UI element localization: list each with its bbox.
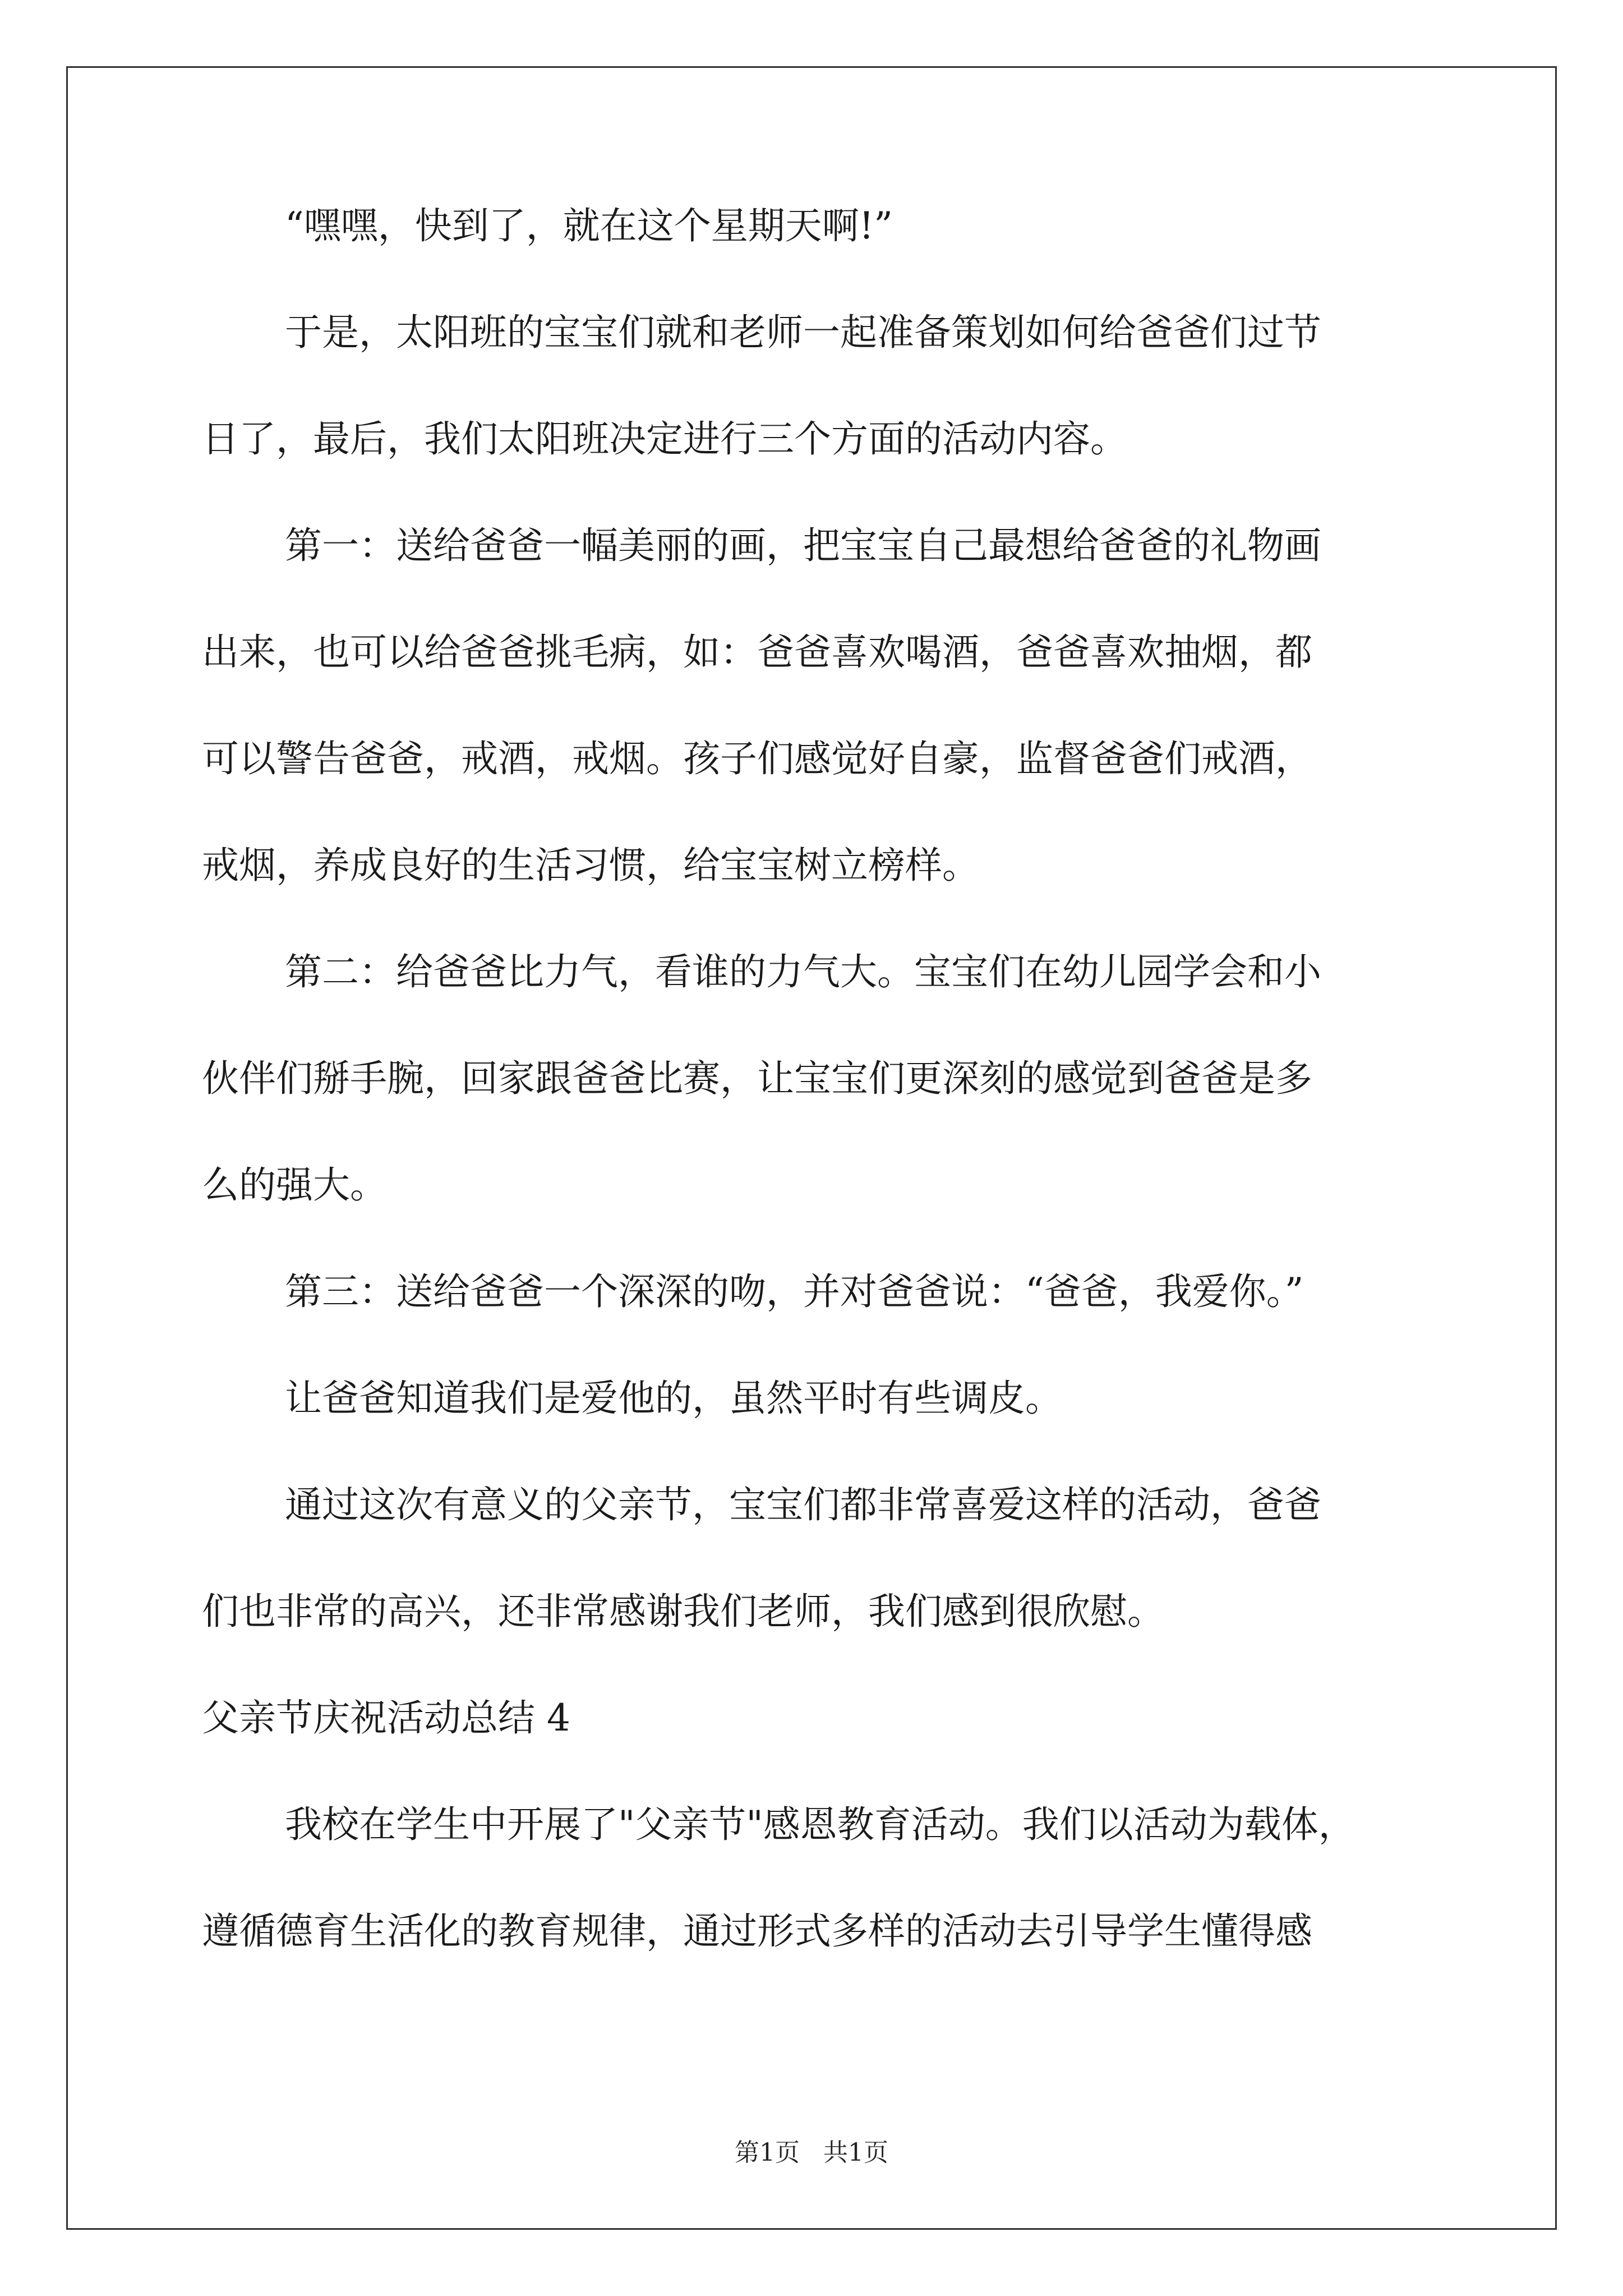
- paragraph-line: 第二：给爸爸比力气，看谁的力气大。宝宝们在幼儿园学会和小: [285, 950, 1321, 993]
- paragraph-line: 可以警告爸爸，戒酒，戒烟。孩子们感觉好自豪，监督爸爸们戒酒，: [202, 737, 1312, 780]
- paragraph-line: 出来，也可以给爸爸挑毛病，如：爸爸喜欢喝酒，爸爸喜欢抽烟，都: [202, 631, 1312, 674]
- page-total: 共1页: [823, 2138, 888, 2167]
- paragraph-line: 通过这次有意义的父亲节，宝宝们都非常喜爱这样的活动，爸爸: [285, 1483, 1321, 1526]
- paragraph-line: 第三：送给爸爸一个深深的吻，并对爸爸说：“爸爸，我爱你。”: [285, 1270, 1304, 1313]
- paragraph-line: 于是，太阳班的宝宝们就和老师一起准备策划如何给爸爸们过节: [285, 311, 1321, 354]
- paragraph-line: “嘿嘿，快到了，就在这个星期天啊!”: [285, 204, 893, 247]
- paragraph-line: 我校在学生中开展了"父亲节"感恩教育活动。我们以活动为载体，: [285, 1803, 1355, 1846]
- paragraph-line: 么的强大。: [202, 1163, 387, 1207]
- section-heading: 父亲节庆祝活动总结 4: [202, 1696, 570, 1740]
- page-number: 第1页: [735, 2138, 800, 2167]
- paragraph-line: 戒烟，养成良好的生活习惯，给宝宝树立榜样。: [202, 844, 979, 887]
- page-footer: [0, 2136, 1623, 2170]
- paragraph-line: 日了，最后，我们太阳班决定进行三个方面的活动内容。: [202, 417, 1127, 461]
- paragraph-line: 们也非常的高兴，还非常感谢我们老师，我们感到很欣慰。: [202, 1590, 1164, 1633]
- paragraph-line: 让爸爸知道我们是爱他的，虽然平时有些调皮。: [285, 1377, 1062, 1420]
- paragraph-line: 第一：送给爸爸一幅美丽的画，把宝宝自己最想给爸爸的礼物画: [285, 524, 1321, 567]
- paragraph-line: 遵循德育生活化的教育规律，通过形式多样的活动去引导学生懂得感: [202, 1910, 1312, 1953]
- paragraph-line: 伙伴们掰手腕，回家跟爸爸比赛，让宝宝们更深刻的感觉到爸爸是多: [202, 1057, 1312, 1100]
